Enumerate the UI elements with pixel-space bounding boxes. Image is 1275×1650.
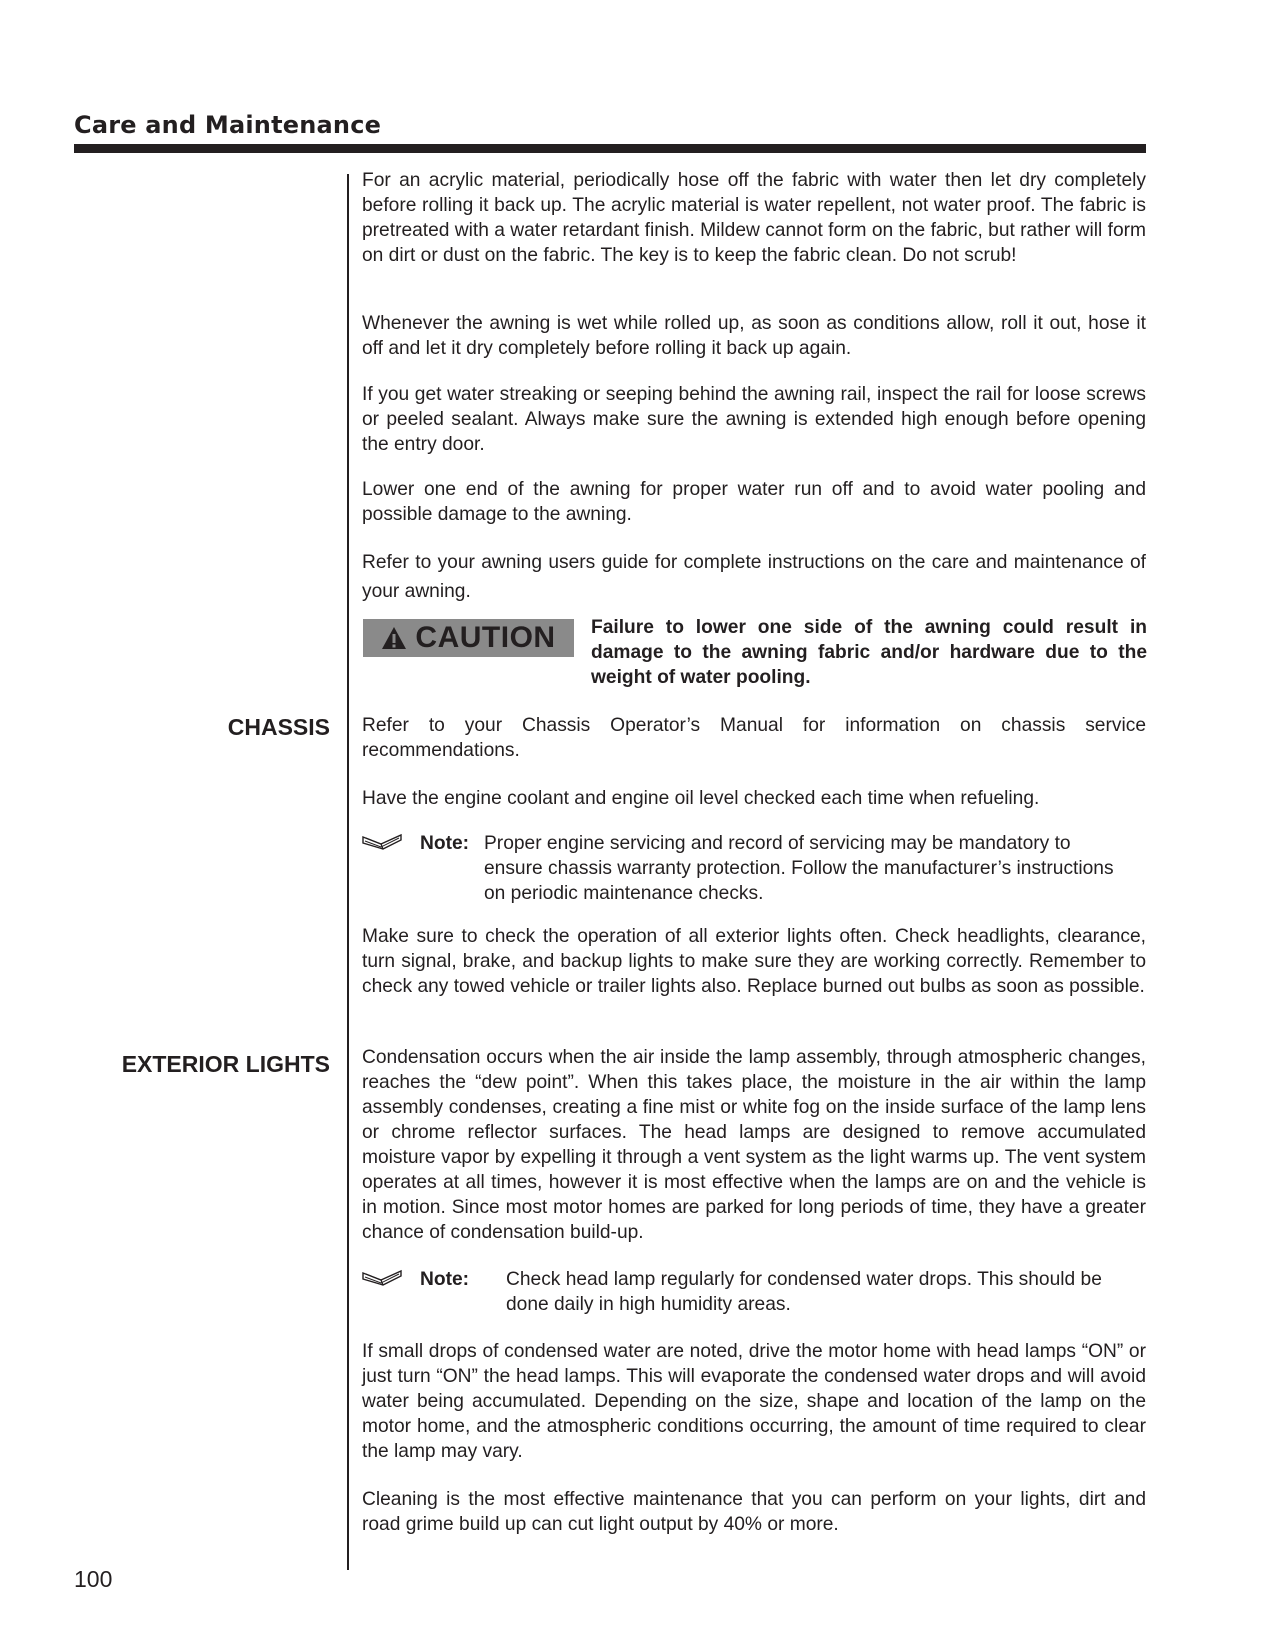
section-heading-exterior-lights: EXTERIOR LIGHTS [121,1051,330,1077]
open-book-icon [361,1267,403,1291]
paragraph-chassis-manual: Refer to your Chassis Operator’s Manual for information on chassis service recommendations. [362,715,1146,761]
paragraph-engine-coolant: Have the engine coolant and engine oil level checked each time when refueling. [362,788,1040,809]
paragraph-cleaning: Cleaning is the most effective maintenance that you can perform on your lights, dirt and road grime build up can cut light output by 40% or more. [362,1489,1146,1535]
paragraph-condensation: Condensation occurs when the air inside the lamp assembly, through atmospheric changes, reaches the “dew point”. When this takes place, the moisture in the air within the lamp assembly condenses, creating a fine mist or white fog on the inside surface of the lamp lens or chrome reflector surfaces. The head lamps are designed to remove accumulated moisture vapor by expelling it through a vent system as the light warms up. The vent system operates at all times, however it is most effective when the lamps are on and the vehicle is in motion. Since most motor homes are parked for long periods of time, they have a greater chance of condensation build-up. [362,1047,1146,1243]
paragraph-lower-one-end: Lower one end of the awning for proper water run off and to avoid water pooling and possible damage to the awning. [362,479,1146,525]
note-label: Note: [420,833,470,854]
paragraph-acrylic: For an acrylic material, periodically hose off the fabric with water then let dry completely before rolling it back up. The acrylic material is water repellent, not water proof. The fabric is pretreated with a water retardant finish. Mildew cannot form on the fabric, but rather will form on dirt or dust on the fabric. The key is to keep the fabric clean. Do not scrub! [362,170,1146,266]
column-divider [347,174,349,1570]
section-heading-chassis: CHASSIS [227,714,330,740]
title-rule [74,144,1146,153]
open-book-icon [361,831,403,855]
page-title: Care and Maintenance [74,111,382,139]
paragraph-wet-awning: Whenever the awning is wet while rolled up, as soon as conditions allow, roll it out, hose it off and let it dry completely before rolling it back up again. [362,313,1146,359]
page-number: 100 [74,1566,113,1592]
paragraph-exterior-lights-check: Make sure to check the operation of all exterior lights often. Check headlights, clearance, turn signal, brake, and backup lights to make sure they are working correctly. Remember to check any towed vehicle or trailer lights also. Replace burned out bulbs as soon as possible. [362,926,1146,997]
paragraph-condensed-drops: If small drops of condensed water are noted, drive the motor home with head lamps “ON” or just turn “ON” the head lamps. This will evaporate the condensed water drops and will avoid water being accumulated. Depending on the size, shape and location of the lamp on the motor home, and the atmospheric conditions occurring, the amount of time required to clear the lamp may vary. [362,1341,1146,1462]
note-label: Note: [420,1269,470,1290]
paragraph-awning-guide: Refer to your awning users guide for complete instructions on the care and maintenance of your awning. [362,552,1146,602]
caution-text: Failure to lower one side of the awning could result in damage to the awning fabric and/or hardware due to the weight of water pooling. [591,617,1147,688]
note-text-engine-servicing: Proper engine servicing and record of servicing may be mandatory to ensure chassis warranty protection. Follow the manufacturer’s instructions on periodic maintenance checks. [484,833,1114,904]
caution-label: CAUTION [415,621,556,654]
caution-badge [363,619,574,657]
warning-triangle-icon [381,626,407,650]
note-text-head-lamp: Check head lamp regularly for condensed water drops. This should be done daily in high humidity areas. [506,1269,1102,1315]
paragraph-water-streaking: If you get water streaking or seeping behind the awning rail, inspect the rail for loose screws or peeled sealant. Always make sure the awning is extended high enough before opening the entry door. [362,384,1146,455]
